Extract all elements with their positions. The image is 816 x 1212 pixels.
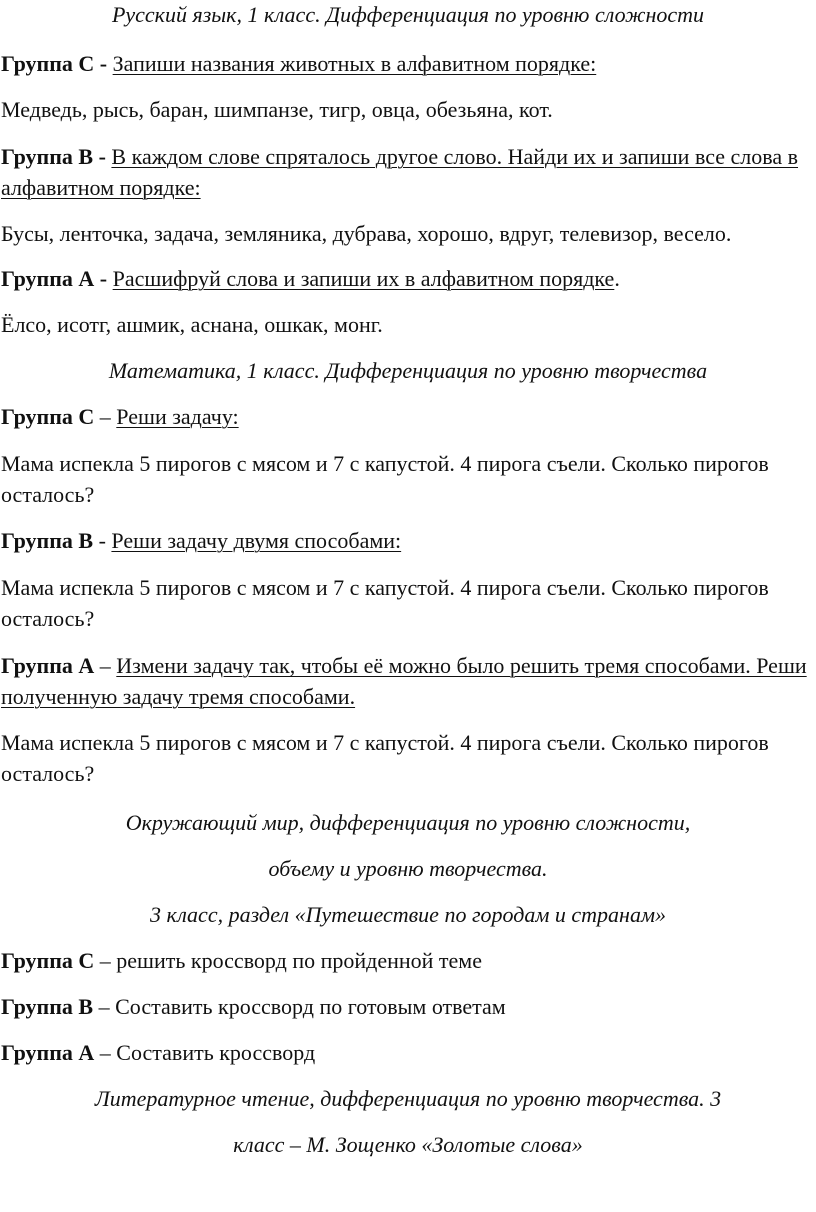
task-text: Мама испекла 5 пирогов с мясом и 7 с капустой. 4 пирога съели. Сколько пирогов осталось? — [1, 730, 769, 786]
task-words: Медведь, рысь, баран, шимпанзе, тигр, овца, обезьяна, кот. — [1, 97, 553, 122]
group-label: Группа В — [1, 994, 94, 1019]
group-label: Группа А - — [1, 266, 108, 291]
task-group-a — [1, 264, 815, 293]
task-group-c — [1, 946, 815, 975]
task-group-a — [1, 650, 815, 712]
task-text: Мама испекла 5 пирогов с мясом и 7 с капустой. 4 пирога съели. Сколько пирогов осталось? — [1, 575, 769, 631]
task-instruction: Реши задачу: — [116, 404, 239, 429]
section-title-world-line2: объему и уровню творчества. — [268, 856, 548, 881]
section-title-math: Математика, 1 класс. Дифференциация по уровню творчества — [108, 358, 708, 383]
section-title-russian: Русский язык, 1 класс. Дифференциация по уровню сложности — [111, 2, 705, 27]
group-label: Группа С — [1, 948, 95, 973]
task-period: . — [614, 266, 620, 291]
section-title-literature-line2: класс – М. Зощенко «Золотые слова» — [233, 1132, 583, 1157]
task-instruction: В каждом слове спряталось другое слово. Найди их и запиши все слова в алфавитном порядке: — [1, 144, 799, 200]
task-group-a — [1, 1038, 815, 1067]
dash: – — [99, 653, 111, 678]
section-title-world-line1: Окружающий мир, дифференциация по уровню сложности, — [125, 810, 691, 835]
task-group-c — [1, 402, 815, 431]
task-group-c — [1, 49, 815, 78]
dash: – — [99, 404, 111, 429]
task-text: – решить кроссворд по пройденной теме — [99, 948, 482, 973]
task-instruction: Реши задачу двумя способами: — [111, 528, 402, 553]
dash: - — [98, 528, 106, 553]
group-label: Группа С — [1, 404, 95, 429]
group-label: Группа В — [1, 528, 94, 553]
group-label: Группа С - — [1, 51, 108, 76]
task-group-b — [1, 141, 815, 203]
group-label: Группа А — [1, 653, 95, 678]
task-words: Ёлсо, исотг, ашмик, аснана, ошкак, монг. — [1, 312, 383, 337]
group-label: Группа А — [1, 1040, 95, 1065]
group-label: Группа В - — [1, 144, 106, 169]
task-words: Бусы, ленточка, задача, земляника, дубрава, хорошо, вдруг, телевизор, весело. — [1, 221, 732, 246]
section-title-literature-line1: Литературное чтение, дифференциация по уровню творчества. 3 — [94, 1086, 722, 1111]
task-instruction: Расшифруй слова и запиши их в алфавитном порядке — [112, 266, 615, 291]
task-text: – Составить кроссворд по готовым ответам — [98, 994, 506, 1019]
task-text: – Составить кроссворд — [99, 1040, 316, 1065]
section-title-world-line3: 3 класс, раздел «Путешествие по городам и странам» — [149, 902, 667, 927]
task-text: Мама испекла 5 пирогов с мясом и 7 с капустой. 4 пирога съели. Сколько пирогов осталось? — [1, 451, 769, 507]
task-instruction: Измени задачу так, чтобы её можно было решить тремя способами. Реши полученную задачу тремя способами. — [1, 653, 807, 709]
task-instruction: Запиши названия животных в алфавитном порядке: — [112, 51, 597, 76]
task-group-b — [1, 526, 815, 555]
task-group-b — [1, 992, 815, 1021]
